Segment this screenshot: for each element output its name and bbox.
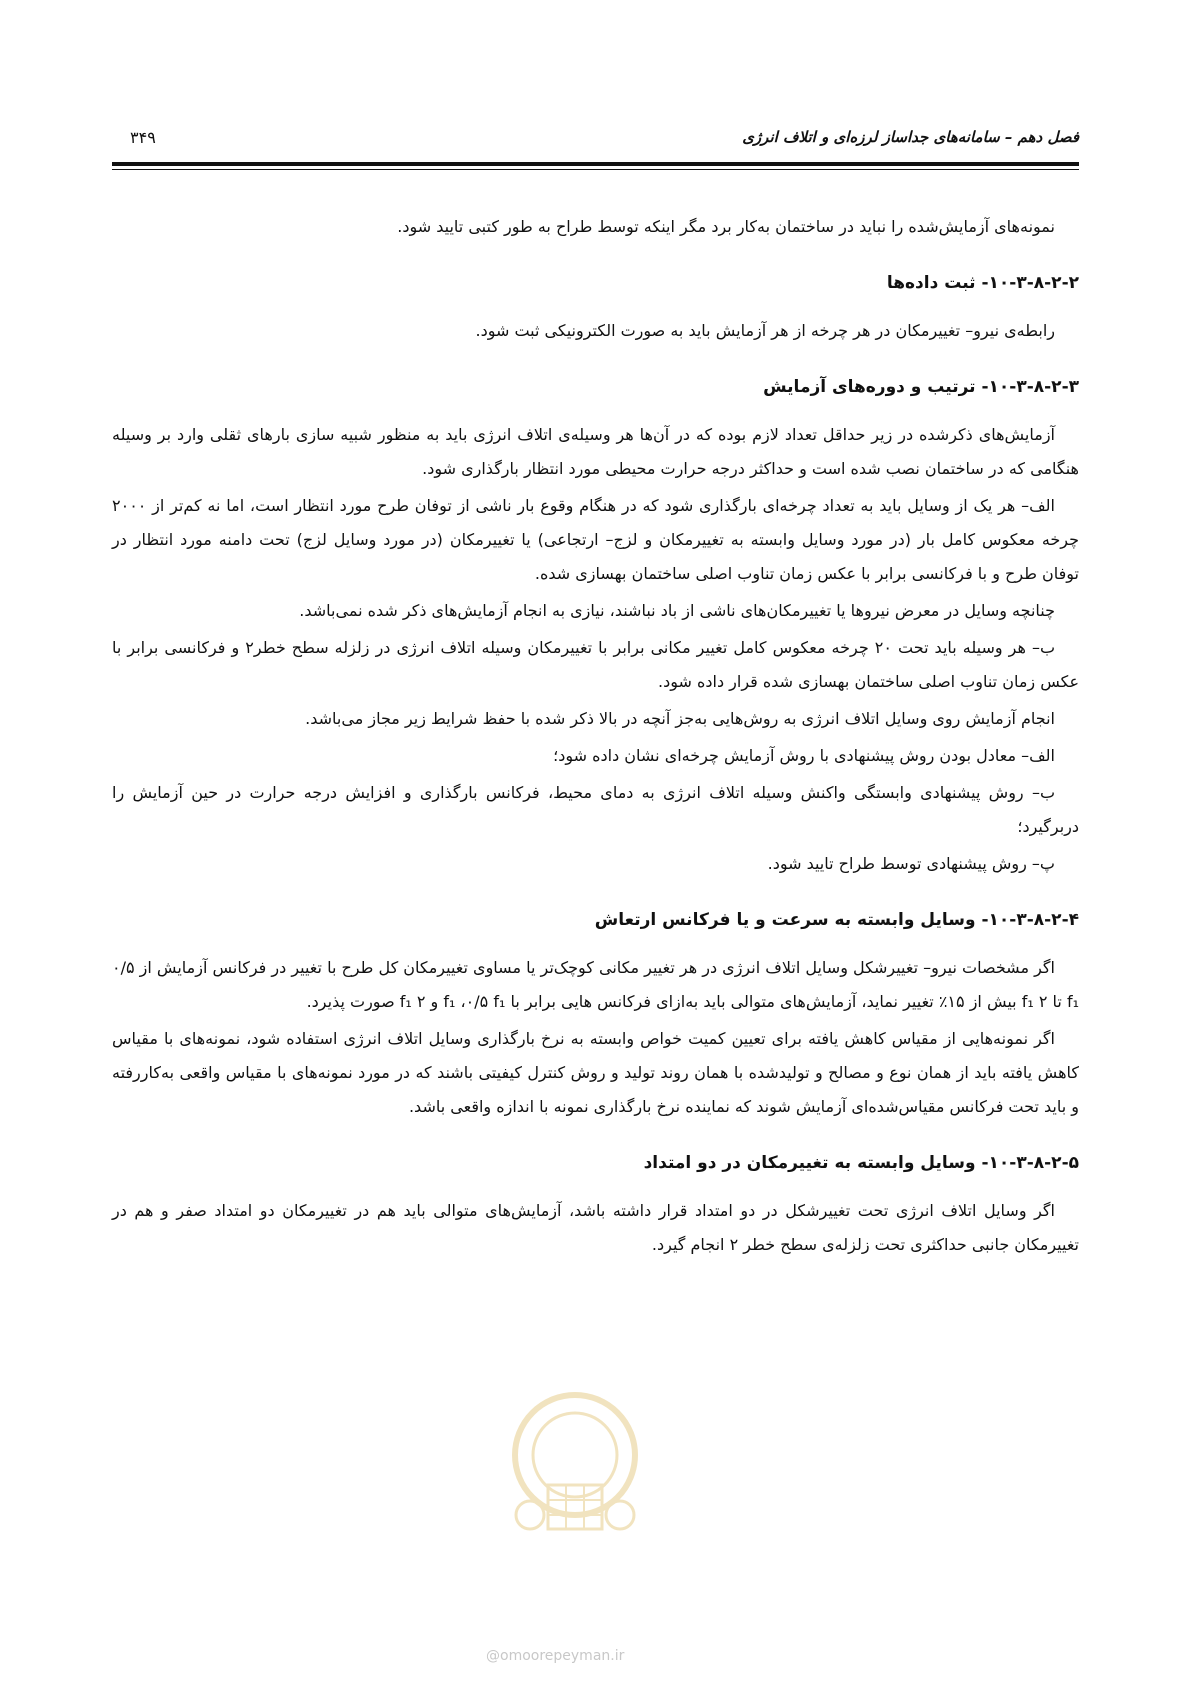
paragraph: پ– روش پیشنهادی توسط طراح تایید شود. <box>767 854 1055 873</box>
section-heading: ۱۰-۳-۸-۲-۵- وسایل وابسته به تغییرمکان در دو امتداد <box>643 1153 1079 1173</box>
paragraph: انجام آزمایش روی وسایل اتلاف انرژی به روش‌هایی به‌جز آنچه در بالا ذکر شده با حفظ شرایط زیر مجاز می‌باشد. <box>305 709 1055 728</box>
section-heading: ۱۰-۳-۸-۲-۲- ثبت داده‌ها <box>886 273 1079 293</box>
paragraph: اگر مشخصات نیرو– تغییرشکل وسایل اتلاف انرژی در هر تغییر مکانی کوچک‌تر یا مساوی تغییرمکان کل طرح با تغییر در فرکانس آزمایش از ۰/۵ f₁ تا ۲ f₁ بیش از ۱۵٪ تغییر نماید، آزمایش‌های متوالی باید به‌ازای فرکانس هایی برابر با f₁ ،۰/۵ f₁ و ۲ f₁ صورت پذیرد. <box>112 958 1079 1011</box>
paragraph: آزمایش‌های ذکرشده در زیر حداقل تعداد لازم بوده که در آن‌ها هر وسیله‌ی اتلاف انرژی باید به منظور شبیه سازی بارهای ثقلی وارد بر وسیله هنگامی که در ساختمان نصب شده است و حداکثر درجه حرارت محیطی مورد انتظار بارگذاری شود. <box>112 425 1079 478</box>
chapter-title: فصل دهم – سامانه‌های جداساز لرزه‌ای و اتلاف انرژی <box>742 128 1079 146</box>
website-watermark: @omoorepeyman.ir <box>486 1648 625 1664</box>
section-heading: ۱۰-۳-۸-۲-۴- وسایل وابسته به سرعت و یا فرکانس ارتعاش <box>594 910 1079 930</box>
page-header <box>112 118 1079 160</box>
paragraph: ب– هر وسیله باید تحت ۲۰ چرخه معکوس کامل تغییر مکانی برابر با تغییرمکان وسیله اتلاف انرژی در زلزله سطح خطر۲ و فرکانسی برابر با عکس زمان تناوب اصلی ساختمان بهسازی شده قرار داده شود. <box>112 638 1079 691</box>
paragraph: الف– معادل بودن روش پیشنهادی با روش آزمایش چرخه‌ای نشان داده شود؛ <box>553 746 1055 765</box>
paragraph: اگر نمونه‌هایی از مقیاس کاهش یافته برای تعیین کمیت خواص وابسته به نرخ بارگذاری وسایل اتلاف انرژی استفاده شود، نمونه‌های با مقیاس کاهش یافته باید از همان نوع و مصالح و تولیدشده با همان روند تولید و روش کنترل کیفیتی باشند که در مورد نمونه‌های با مقیاس واقعی به‌کاررفته و باید تحت فرکانس مقیاس‌شده‌ای آزمایش شوند که نماینده نرخ بارگذاری نمونه با اندازه واقعی باشد. <box>112 1029 1079 1116</box>
paragraph: رابطه‌ی نیرو– تغییرمکان در هر چرخه از هر آزمایش باید به صورت الکترونیکی ثبت شود. <box>475 321 1055 340</box>
watermark-seal-icon <box>500 1385 650 1545</box>
paragraph: اگر وسایل اتلاف انرژی تحت تغییرشکل در دو امتداد قرار داشته باشد، آزمایش‌های متوالی باید هم در تغییرمکان دو امتداد صفر و هم در تغییرمکان جانبی حداکثری تحت زلزله‌ی سطح خطر ۲ انجام گیرد. <box>112 1201 1079 1254</box>
document-body <box>112 210 1079 1265</box>
paragraph: نمونه‌های آزمایش‌شده را نباید در ساختمان به‌کار برد مگر اینکه توسط طراح به طور کتبی تایید شود. <box>397 217 1055 236</box>
section-heading: ۱۰-۳-۸-۲-۳- ترتیب و دوره‌های آزمایش <box>763 377 1079 397</box>
header-rule-thick <box>112 162 1079 166</box>
header-rule-thin <box>112 169 1079 170</box>
page-number: ۳۴۹ <box>130 128 156 147</box>
paragraph: الف– هر یک از وسایل باید به تعداد چرخه‌ای بارگذاری شود که در هنگام وقوع بار ناشی از توفان طرح مورد انتظار است، اما نه کم‌تر از ۲۰۰۰ چرخه معکوس کامل بار (در مورد وسایل وابسته به تغییرمکان و لزج– ارتجاعی) یا تغییرمکان (در مورد وسایل لزج) تحت دامنه مورد انتظار در توفان طرح و با فرکانسی برابر با عکس زمان تناوب اصلی ساختمان بهسازی شده. <box>112 496 1079 583</box>
paragraph: ب– روش پیشنهادی وابستگی واکنش وسیله اتلاف انرژی به دمای محیط، فرکانس بارگذاری و افزایش درجه حرارت در حین آزمایش را دربرگیرد؛ <box>112 783 1079 836</box>
paragraph: چنانچه وسایل در معرض نیروها یا تغییرمکان‌های ناشی از باد نباشند، نیازی به انجام آزمایش‌های ذکر شده نمی‌باشد. <box>299 601 1055 620</box>
